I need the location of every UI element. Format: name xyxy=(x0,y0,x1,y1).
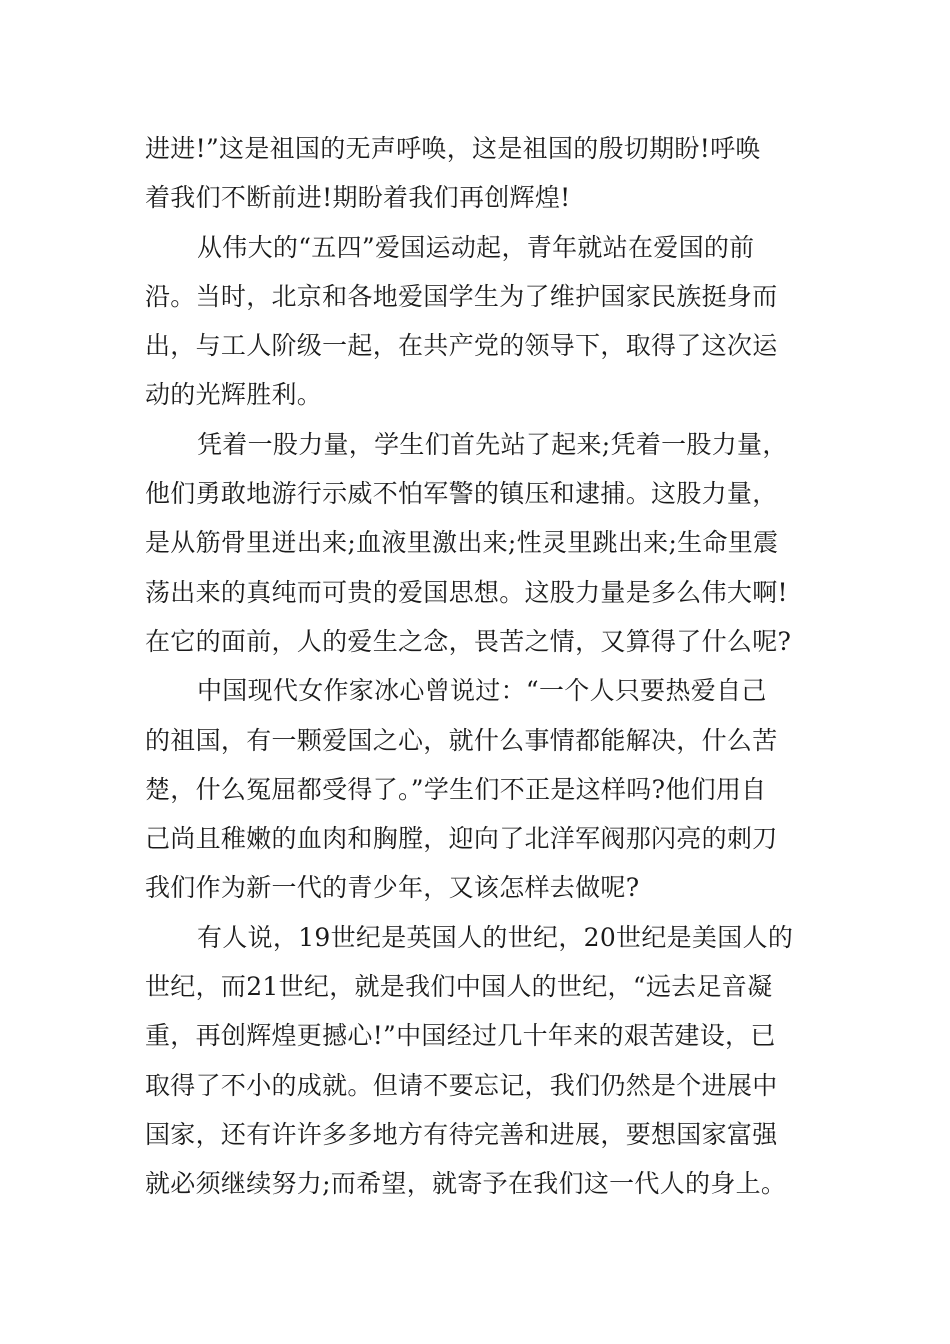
text-line: 中国现代女作家冰心曾说过：“一个人只要热爱自己 xyxy=(197,676,767,706)
text-line: 己尚且稚嫩的血肉和胸膛，迎向了北洋军阀那闪亮的刺刀 xyxy=(145,824,778,854)
text-line: 荡出来的真纯而可贵的爱国思想。这股力量是多么伟大啊! xyxy=(145,577,788,607)
text-line: 就必须继续努力;而希望，就寄予在我们这一代人的身上。 xyxy=(145,1169,787,1199)
text-line: 动的光辉胜利。 xyxy=(145,380,323,410)
text-line: 国家，还有许许多多地方有待完善和进展，要想国家富强 xyxy=(145,1119,778,1149)
text-line: 着我们不断前进!期盼着我们再创辉煌! xyxy=(145,183,571,213)
text-line: 出，与工人阶级一起，在共产党的领导下，取得了这次运 xyxy=(145,331,778,361)
text-line: 楚，什么冤屈都受得了。”学生们不正是这样吗?他们用自 xyxy=(145,774,767,804)
text-line: 我们作为新一代的青少年，又该怎样去做呢? xyxy=(145,873,640,903)
text-line: 是从筋骨里迸出来;血液里激出来;性灵里跳出来;生命里震 xyxy=(145,528,779,558)
document-body xyxy=(145,124,805,1209)
text-line: 他们勇敢地游行示威不怕军警的镇压和逮捕。这股力量， xyxy=(145,479,778,509)
text-line: 在它的面前，人的爱生之念，畏苦之情，又算得了什么呢? xyxy=(145,626,792,656)
text-line: 进进!”这是祖国的无声呼唤，这是祖国的殷切期盼!呼唤 xyxy=(145,134,761,163)
text-line: 的祖国，有一颗爱国之心，就什么事情都能解决，什么苦 xyxy=(145,725,778,755)
text-line: 从伟大的“五四”爱国运动起，青年就站在爱国的前 xyxy=(197,232,755,262)
text-line: 世纪，而21世纪，就是我们中国人的世纪，“远去足音凝 xyxy=(145,972,773,1002)
text-line: 有人说，19世纪是英国人的世纪，20世纪是美国人的 xyxy=(197,922,794,952)
text-line: 取得了不小的成就。但请不要忘记，我们仍然是个进展中 xyxy=(145,1070,778,1100)
text-line: 凭着一股力量，学生们首先站了起来;凭着一股力量， xyxy=(197,429,788,459)
text-line: 重，再创辉煌更撼心!”中国经过几十年来的艰苦建设，已 xyxy=(145,1021,776,1051)
text-line: 沿。当时，北京和各地爱国学生为了维护国家民族挺身而 xyxy=(145,281,778,311)
